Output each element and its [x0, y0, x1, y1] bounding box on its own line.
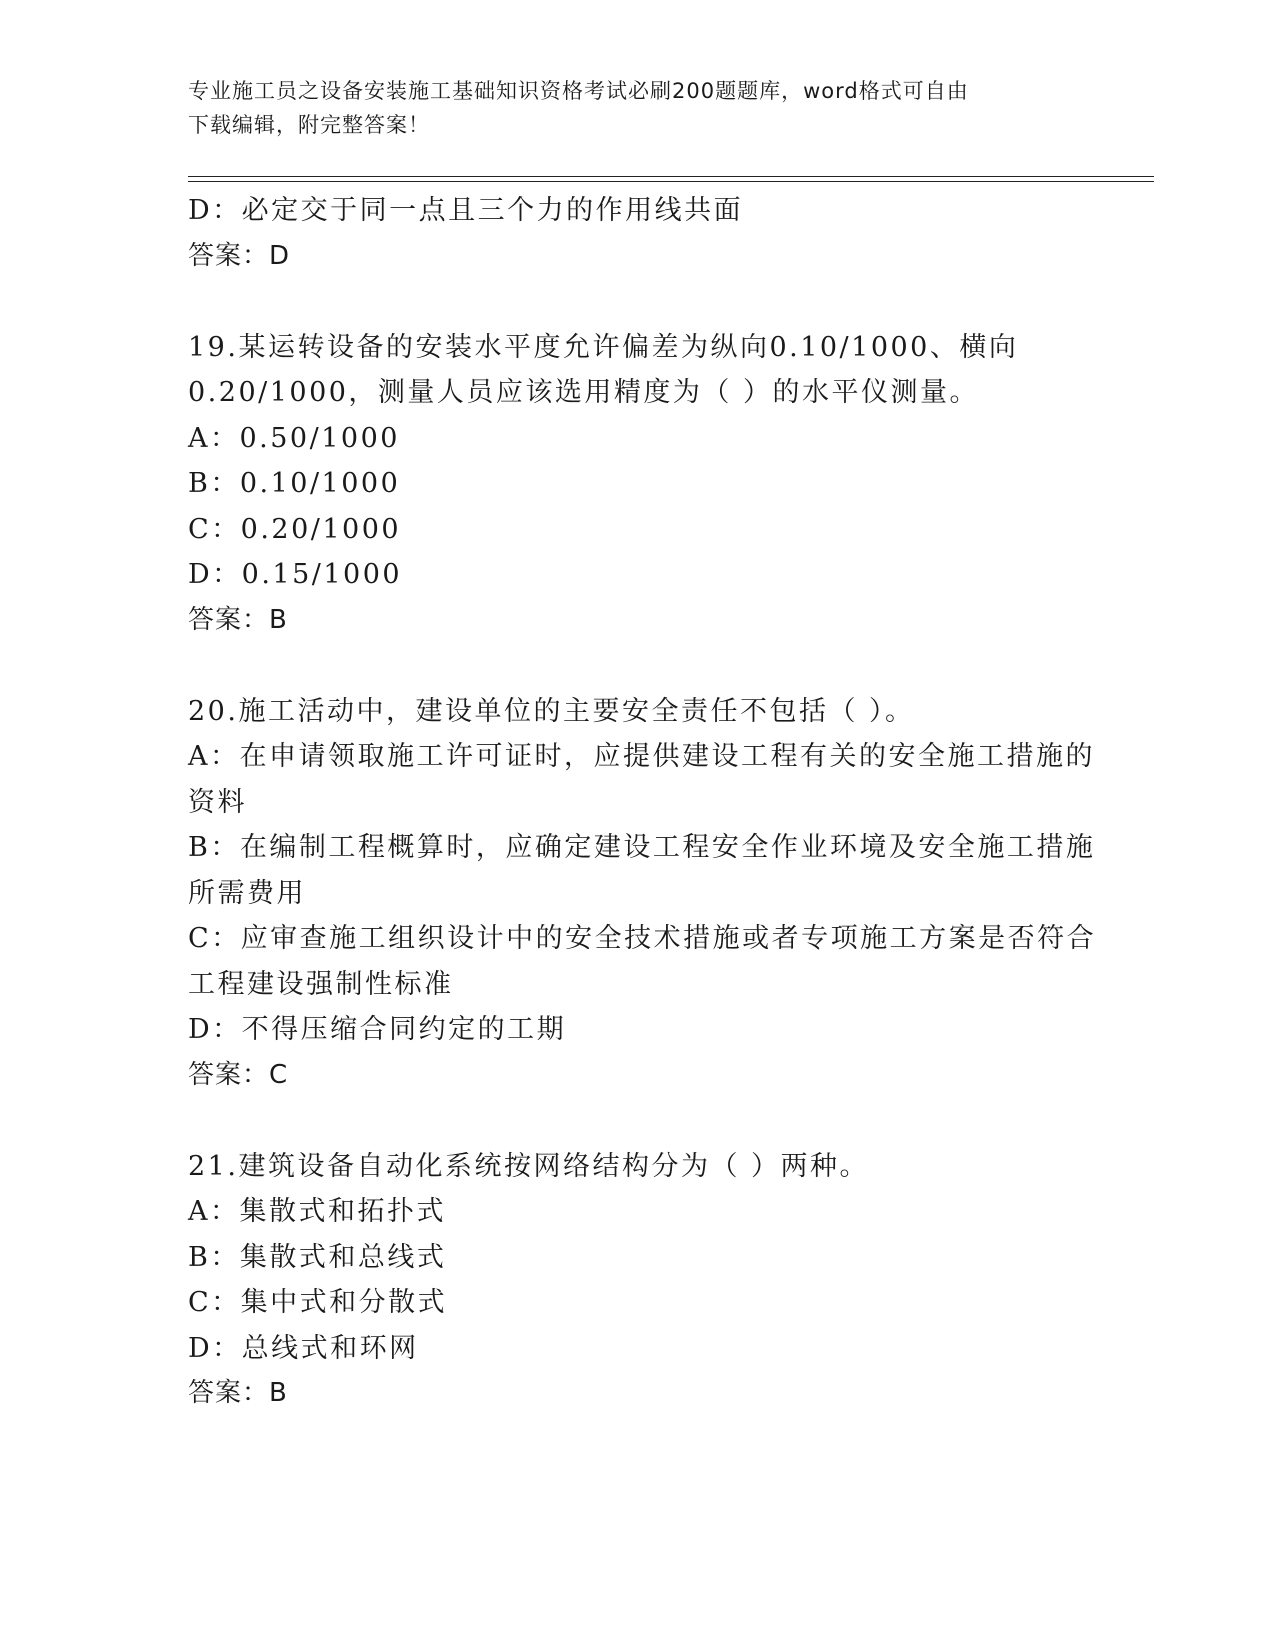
question-list: [188, 188, 1097, 1417]
question-stem: 19.某运转设备的安装水平度允许偏差为纵向0.10/1000、横向: [188, 331, 1019, 363]
question-18-tail: [188, 188, 1088, 279]
option-b: B：集散式和总线式: [188, 1241, 447, 1273]
option-d: D：不得压缩合同约定的工期: [188, 1014, 567, 1045]
option-d: D：必定交于同一点且三个力的作用线共面: [188, 195, 744, 226]
question-21: [188, 1144, 1088, 1417]
document-header: [188, 74, 1088, 142]
answer: 答案：B: [188, 1378, 288, 1408]
answer: 答案：B: [188, 604, 288, 635]
option-a: A：集散式和拓扑式: [188, 1196, 446, 1227]
spacer: [188, 1098, 1088, 1144]
option-c: C：集中式和分散式: [188, 1287, 448, 1318]
question-stem: 20.施工活动中，建设单位的主要安全责任不包括（ ）。: [188, 695, 915, 727]
answer: 答案：C: [188, 1059, 289, 1090]
question-19: [188, 325, 1088, 644]
header-divider-top: [188, 176, 1154, 177]
question-stem-continued: 0.20/1000，测量人员应该选用精度为（ ）的水平仪测量。: [188, 377, 980, 408]
option-d: D：0.15/1000: [188, 559, 403, 590]
option-a-continued: 资料: [188, 786, 247, 818]
option-b: B：0.10/1000: [188, 468, 401, 499]
option-d: D：总线式和环网: [188, 1332, 419, 1364]
option-b-continued: 所需费用: [188, 877, 306, 909]
option-a: A：在申请领取施工许可证时，应提供建设工程有关的安全施工措施的: [188, 741, 1095, 772]
answer: 答案：D: [188, 240, 291, 271]
option-c: C：应审查施工组织设计中的安全技术措施或者专项施工方案是否符合: [188, 923, 1097, 954]
spacer: [188, 279, 1088, 325]
header-line-2: 下载编辑，附完整答案！: [188, 113, 430, 137]
option-a: A：0.50/1000: [188, 422, 400, 454]
question-20: [188, 689, 1097, 1099]
option-b: B：在编制工程概算时，应确定建设工程安全作业环境及安全施工措施: [188, 832, 1096, 863]
question-stem: 21.建筑设备自动化系统按网络结构分为（ ）两种。: [188, 1150, 870, 1182]
spacer: [188, 643, 1088, 689]
header-line-1: 专业施工员之设备安装施工基础知识资格考试必刷200题题库，word格式可自由: [188, 79, 969, 103]
option-c-continued: 工程建设强制性标准: [188, 968, 454, 1000]
header-divider-bottom: [188, 181, 1154, 182]
option-c: C：0.20/1000: [188, 513, 402, 545]
